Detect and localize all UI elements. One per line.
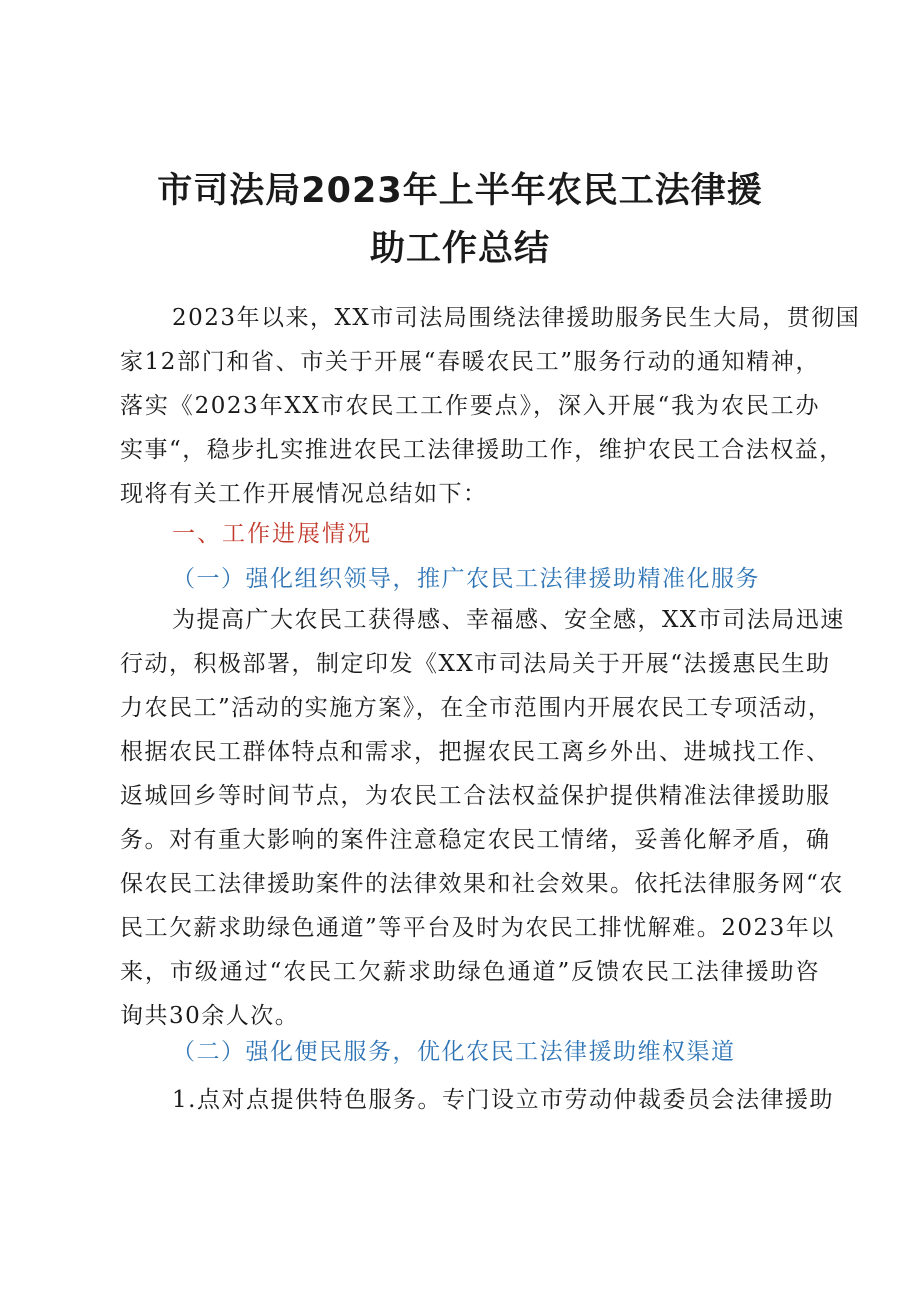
body-line: 民工欠薪求助绿色通道”等平台及时为农民工排忧解难。2023年以	[120, 915, 835, 941]
subsection-heading: （一）强化组织领导，推广农民工法律援助精准化服务	[172, 566, 760, 592]
subsection-heading: （二）强化便民服务，优化农民工法律援助维权渠道	[172, 1039, 736, 1065]
section-heading: 一、工作进展情况	[172, 521, 372, 547]
intro-line: 实事“，稳步扎实推进农民工法律援助工作，维护农民工合法权益，	[120, 437, 844, 463]
body-line: 返城回乡等时间节点，为农民工合法权益保护提供精准法律援助服	[120, 783, 831, 809]
body-line: 1.点对点提供特色服务。专门设立市劳动仲裁委员会法律援助	[172, 1087, 834, 1113]
intro-line: 2023年以来，XX市司法局围绕法律援助服务民生大局，贯彻国	[172, 305, 861, 331]
body-line: 根据农民工群体特点和需求，把握农民工离乡外出、进城找工作、	[120, 739, 831, 765]
body-line: 保农民工法律援助案件的法律效果和社会效果。依托法律服务网“农	[120, 871, 844, 897]
body-line: 为提高广大农民工获得感、幸福感、安全感，XX市司法局迅速	[172, 607, 845, 633]
intro-line: 家12部门和省、市关于开展“春暖农民工”服务行动的通知精神，	[120, 349, 820, 375]
body-line: 力农民工”活动的实施方案》，在全市范围内开展农民工专项活动，	[120, 695, 833, 721]
document-title-line-2: 助工作总结	[369, 229, 550, 269]
body-line: 务。对有重大影响的案件注意稳定农民工情绪，妥善化解矛盾，确	[120, 827, 831, 853]
body-line: 来，市级通过“农民工欠薪求助绿色通道”反馈农民工法律援助咨	[120, 959, 820, 985]
intro-line: 现将有关工作开展情况总结如下：	[120, 481, 488, 507]
intro-line: 落实《2023年XX市农民工工作要点》，深入开展“我为农民工办	[120, 393, 820, 419]
body-line: 询共30余人次。	[120, 1003, 300, 1029]
body-line: 行动，积极部署，制定印发《XX市司法局关于开展“法援惠民生助	[120, 651, 831, 677]
document-title-line-1: 市司法局2023年上半年农民工法律援	[157, 171, 763, 211]
